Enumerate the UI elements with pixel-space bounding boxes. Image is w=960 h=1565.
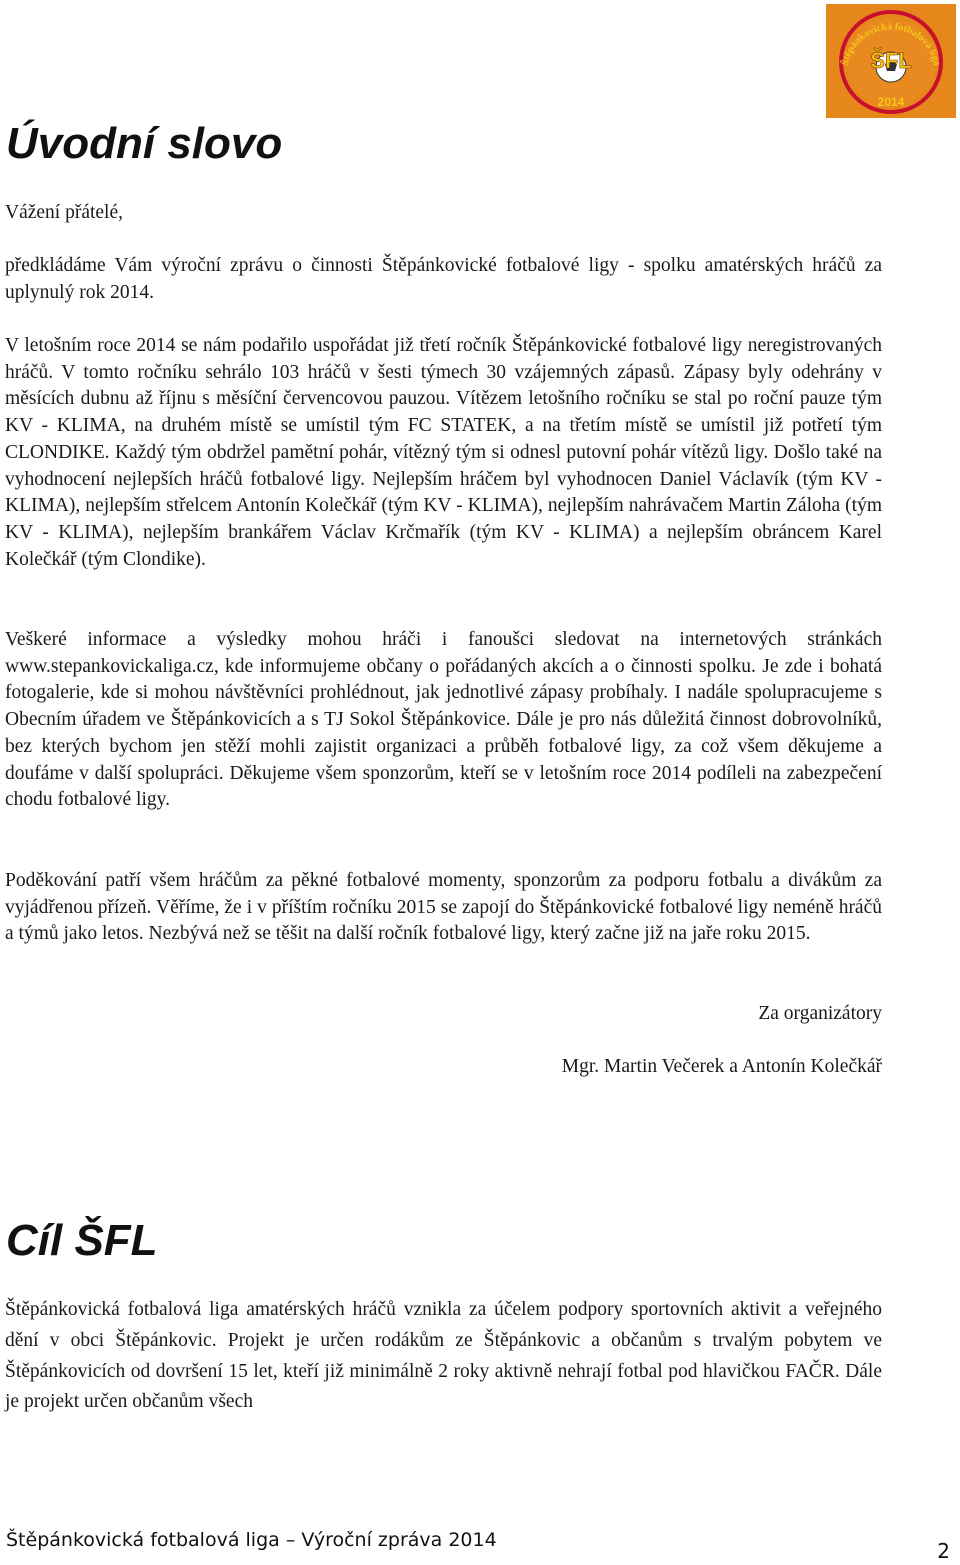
- signature: Mgr. Martin Večerek a Antonín Kolečkář: [561, 1056, 882, 1077]
- page-number: 2: [937, 1539, 950, 1563]
- logo-ring-text: Štěpánkovická fotbalová liga: [839, 21, 943, 67]
- intro-paragraph: předkládáme Vám výroční zprávu o činnosti Štěpánkovické fotbalové ligy - spolku amatérských hráčů za uplynulý rok 2014.: [5, 255, 882, 303]
- season-paragraph: V letošním roce 2014 se nám podařilo uspořádat již třetí ročník Štěpánkovické fotbalové ligy neregistrovaných hráčů. V tomto ročníku sehrálo 103 hráčů v šesti týmech 30 vzájemných zápasů. Zápasy byly odehrány v měsících dubnu až říjnu s měsíční červencovou pauzou. Vítězem letošního ročníku se stal po roční pauze tým KV - KLIMA, na druhém místě se umístil tým FC STATEK, a na třetím místě se umístil již potřetí tým CLONDIKE. Každý tým obdržel pamětní pohár, vítězný tým si odnesl putovní pohár vítězů ligy. Došlo také na vyhodnocení nejlepších hráčů fotbalové ligy. Nejlepším hráčem byl vyhodnocen Daniel Václavík (tým KV - KLIMA), nejlepším střelcem Antonín Kolečkář (tým KV - KLIMA), nejlepším nahrávačem Martin Záloha (tým KV - KLIMA), nejlepším brankářem Václav Krčmařík (tým KV - KLIMA) a nejlepším obráncem Karel Kolečkář (tým Clondike).: [5, 335, 882, 570]
- goal-heading: Cíl ŠFL: [6, 1216, 158, 1265]
- logo-abbr: ŠFL: [870, 48, 912, 73]
- league-logo: [826, 4, 956, 118]
- logo-year: 2014: [877, 95, 905, 109]
- intro-heading: Úvodní slovo: [6, 119, 283, 168]
- greeting: Vážení přátelé,: [5, 202, 124, 223]
- goal-paragraph: Štěpánkovická fotbalová liga amatérských hráčů vznikla za účelem podpory sportovních aktivit a veřejného dění v obci Štěpánkovic. Projekt je určen rodákům ze Štěpánkovic a občanům s trvalým pobytem ve Štěpánkovicích od dovršení 15 let, kteří již minimálně 2 roky aktivně nehrají fotbal pod hlavičkou FAČR. Dále je projekt určen občanům všech: [5, 1299, 882, 1413]
- footer-title: Štěpánkovická fotbalová liga – Výroční zpráva 2014: [6, 1529, 497, 1551]
- thanks-paragraph: Poděkování patří všem hráčům za pěkné fotbalové momenty, sponzorům za podporu fotbalu a divákům za vyjádřenou přízeň. Věříme, že i v příštím ročníku 2015 se zapojí do Štěpánkovické fotbalové ligy neméně hráčů a týmů jako letos. Nezbývá než se těšit na další ročník fotbalové ligy, který začne již na jaře roku 2015.: [5, 870, 882, 945]
- closing-line: Za organizátory: [758, 1003, 882, 1024]
- website-paragraph: Veškeré informace a výsledky mohou hráči i fanoušci sledovat na internetových stránkách www.stepankovickaliga.cz, kde informujeme občany o pořádaných akcích a o činnosti spolku. Je zde i bohatá fotogalerie, kde si mohou návštěvníci prohlédnout, jak jednotlivé zápasy probíhaly. I nadále spolupracujeme s Obecním úřadem ve Štěpánkovicích a s TJ Sokol Štěpánkovice. Dále je pro nás důležitá činnost dobrovolníků, bez kterých bychom jen stěží mohli zajistit organizaci a průběh fotbalové ligy, za což všem děkujeme a doufáme v další spolupráci. Děkujeme všem sponzorům, kteří se v letošním roce 2014 podíleli na zabezpečení chodu fotbalové ligy.: [5, 629, 882, 811]
